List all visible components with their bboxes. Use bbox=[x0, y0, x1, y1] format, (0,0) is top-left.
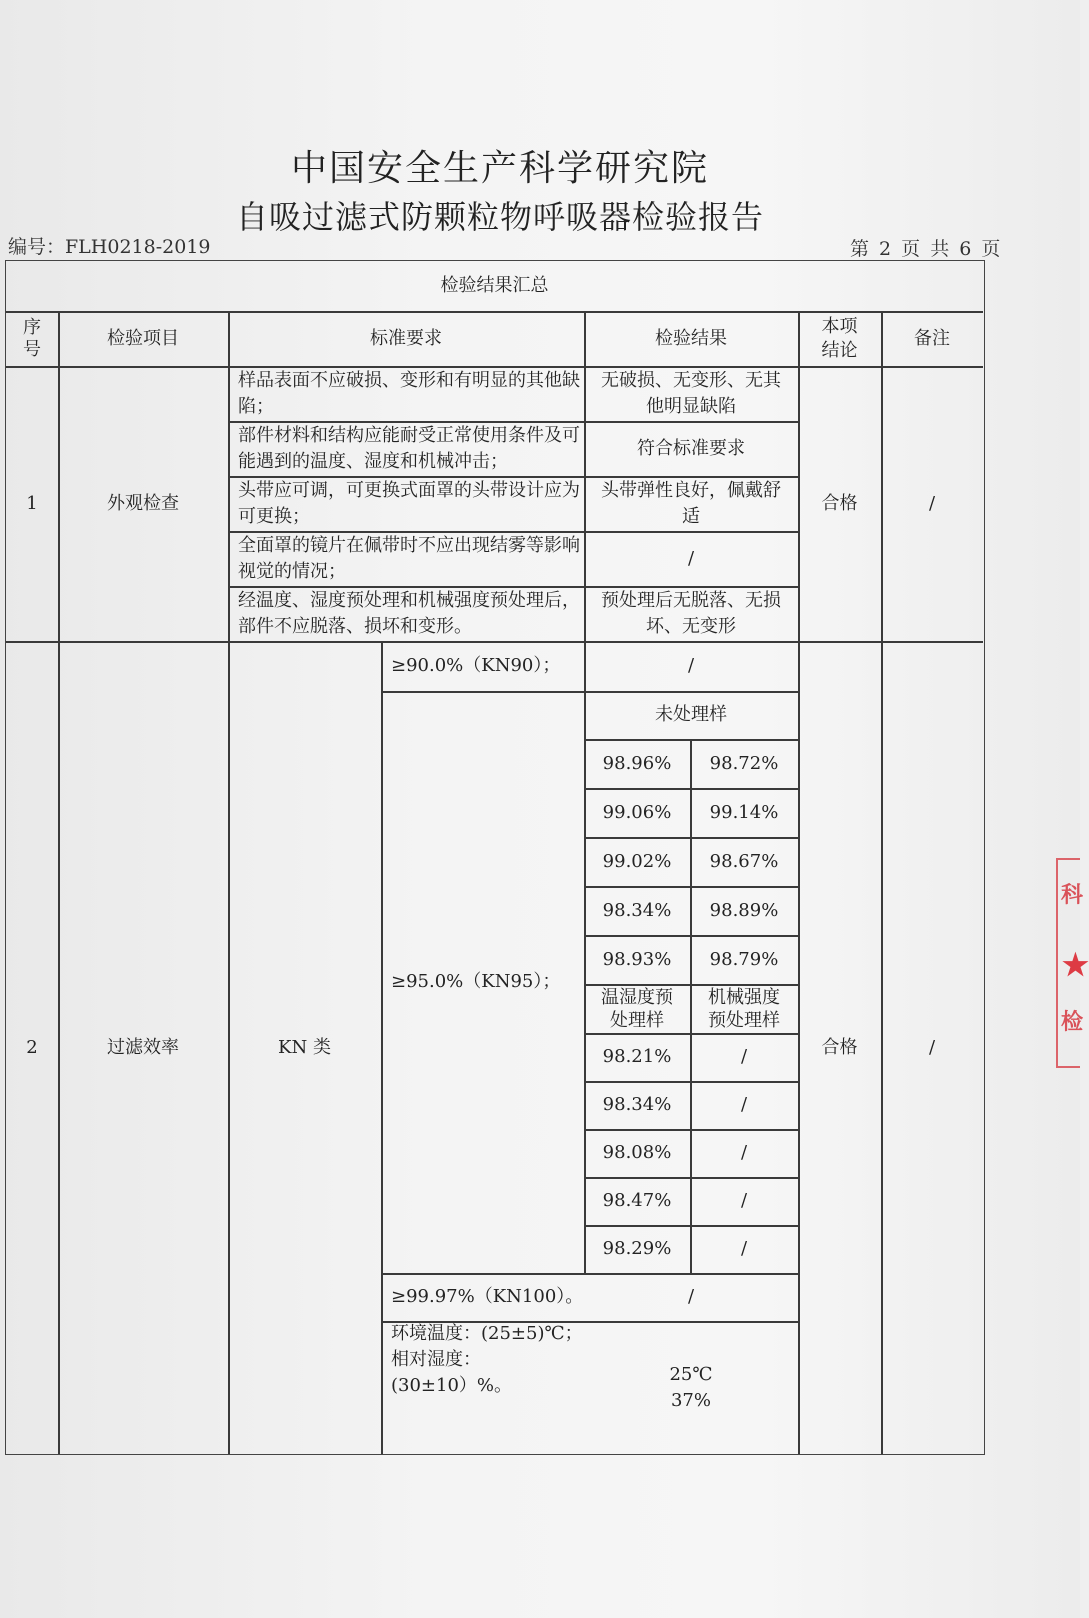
section1-result: / bbox=[687, 547, 695, 569]
pretreat-mech-label: 机械强度预处理样 bbox=[708, 986, 780, 1031]
kn100-requirement: ≥99.97%（KN100）。 bbox=[391, 1286, 584, 1307]
section2-item: 过滤效率 bbox=[107, 1036, 179, 1058]
section2-conclusion: 合格 bbox=[821, 1036, 858, 1058]
efficiency-value: 98.34% bbox=[602, 1094, 672, 1115]
section1-result: 符合标准要求 bbox=[637, 437, 745, 459]
section2-remark: / bbox=[928, 1036, 936, 1058]
report-title: 自吸过滤式防颗粒物呼吸器检验报告 bbox=[235, 198, 764, 236]
efficiency-value: 98.29% bbox=[602, 1238, 672, 1259]
institute-title: 中国安全生产科学研究院 bbox=[290, 148, 709, 189]
table-caption: 检验结果汇总 bbox=[440, 275, 549, 296]
section1-requirement: 头带应可调，可更换式面罩的头带设计应为可更换； bbox=[238, 479, 580, 527]
section1-requirement: 样品表面不应破损、变形和有明显的其他缺陷； bbox=[238, 369, 580, 417]
efficiency-value: 98.72% bbox=[709, 752, 779, 774]
kn100-result: / bbox=[687, 1286, 695, 1307]
section1-remark: / bbox=[928, 492, 936, 514]
header-remark: 备注 bbox=[914, 327, 950, 349]
star-icon: ★ bbox=[1062, 948, 1089, 983]
kn90-result: / bbox=[687, 655, 695, 676]
efficiency-value: 98.79% bbox=[709, 948, 779, 970]
section1-requirement: 部件材料和结构应能耐受正常使用条件及可能遇到的温度、湿度和机械冲击； bbox=[238, 424, 580, 472]
efficiency-value: 98.89% bbox=[709, 899, 779, 921]
section1-requirement: 全面罩的镜片在佩带时不应出现结雾等影响视觉的情况； bbox=[238, 534, 580, 582]
env-temp-requirement: 环境温度：(25±5)℃； bbox=[391, 1323, 583, 1344]
header-conclusion: 本项结论 bbox=[821, 315, 858, 361]
kn95-requirement: ≥95.0%（KN95）； bbox=[391, 971, 561, 992]
kn90-requirement: ≥90.0%（KN90）； bbox=[391, 655, 561, 676]
section2-seq: 2 bbox=[26, 1036, 38, 1058]
stamp-char: 检 bbox=[1061, 1009, 1084, 1035]
efficiency-value: 98.96% bbox=[602, 752, 672, 774]
efficiency-value: 98.08% bbox=[602, 1142, 672, 1163]
pretreat-th-label: 温湿度预处理样 bbox=[601, 986, 673, 1031]
efficiency-value: / bbox=[740, 1142, 748, 1163]
environment-result bbox=[584, 1321, 798, 1454]
section1-conclusion: 合格 bbox=[821, 492, 858, 514]
section1-seq: 1 bbox=[26, 492, 38, 514]
section1-result: 预处理后无脱落、无损坏、无变形 bbox=[601, 589, 781, 637]
red-seal-stamp bbox=[1056, 858, 1089, 1068]
efficiency-value: 99.02% bbox=[602, 850, 672, 872]
efficiency-value: 99.06% bbox=[602, 801, 672, 823]
efficiency-value: 98.47% bbox=[602, 1190, 672, 1211]
section1-requirement: 经温度、湿度预处理和机械强度预处理后，部件不应脱落、损坏和变形。 bbox=[238, 589, 580, 637]
section2-category: KN 类 bbox=[278, 1036, 331, 1058]
env-humidity-requirement: 相对湿度：(30±10）%。 bbox=[391, 1349, 513, 1396]
env-humidity-result: 37% bbox=[670, 1389, 711, 1411]
efficiency-value: / bbox=[740, 1046, 748, 1067]
report-number: 编号：FLH0218-2019 bbox=[8, 236, 211, 258]
efficiency-value: / bbox=[740, 1238, 748, 1259]
results-table bbox=[5, 260, 985, 1455]
efficiency-value: 98.93% bbox=[602, 948, 672, 970]
environment-requirement bbox=[381, 1321, 584, 1454]
header-seq: 序号 bbox=[23, 316, 41, 360]
env-temp-result: 25℃ bbox=[669, 1363, 713, 1385]
efficiency-value: / bbox=[740, 1190, 748, 1211]
section1-result: 头带弹性良好，佩戴舒适 bbox=[601, 479, 781, 527]
header-result: 检验结果 bbox=[655, 327, 727, 349]
section1-result: 无破损、无变形、无其他明显缺陷 bbox=[601, 369, 781, 417]
section1-item: 外观检查 bbox=[107, 492, 179, 514]
untreated-label: 未处理样 bbox=[655, 704, 727, 725]
header-requirement: 标准要求 bbox=[370, 327, 442, 349]
page-indicator: 第 2 页 共 6 页 bbox=[850, 238, 1003, 260]
efficiency-value: 98.21% bbox=[602, 1046, 672, 1067]
efficiency-value: 98.67% bbox=[709, 850, 779, 872]
header-item: 检验项目 bbox=[107, 327, 179, 349]
efficiency-value: / bbox=[740, 1094, 748, 1115]
efficiency-value: 98.34% bbox=[602, 899, 672, 921]
stamp-char: 科 bbox=[1061, 882, 1084, 908]
efficiency-value: 99.14% bbox=[709, 801, 779, 823]
